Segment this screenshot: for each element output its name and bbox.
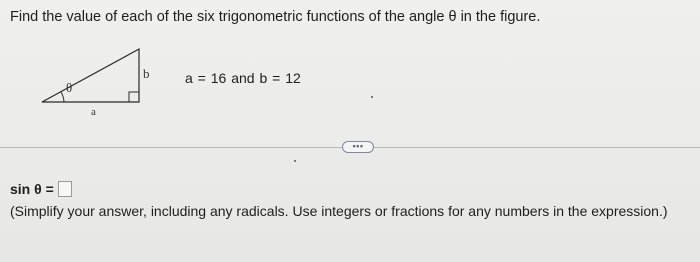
answer-label: sin θ = (10, 181, 54, 197)
given-values: a = 16 and b = 12 (185, 70, 301, 86)
right-triangle-figure (38, 44, 168, 124)
speck (294, 160, 296, 162)
angle-theta-label: θ (66, 80, 73, 95)
speck (371, 96, 373, 98)
side-a-label: a (91, 106, 96, 118)
right-triangle-diagram (38, 44, 168, 124)
question-text: Find the value of each of the six trigonometric functions of the angle θ in the figure. (10, 9, 541, 25)
answer-row (10, 181, 72, 197)
instruction-text: (Simplify your answer, including any radicals. Use integers or fractions for any numbers in the expression.) (10, 203, 668, 219)
answer-input[interactable] (58, 181, 72, 197)
show-more-button[interactable]: ••• (342, 141, 374, 153)
side-b-label: b (143, 66, 150, 81)
